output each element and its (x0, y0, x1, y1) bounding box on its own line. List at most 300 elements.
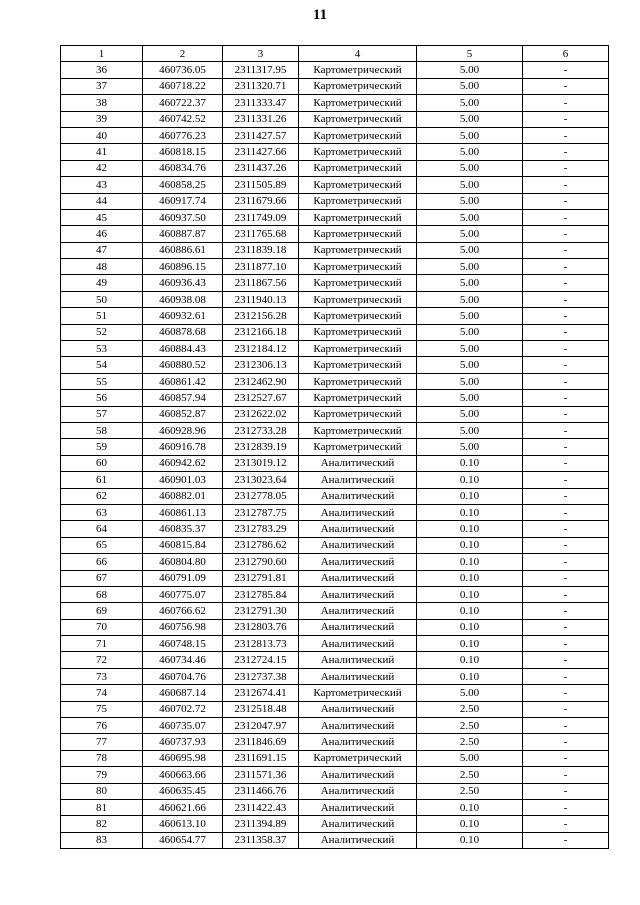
note-cell: - (523, 554, 609, 570)
table-row (61, 209, 609, 225)
note-cell: - (523, 455, 609, 471)
x-coordinate-cell: 460654.77 (143, 832, 223, 848)
accuracy-cell: 0.10 (417, 619, 523, 635)
x-coordinate-cell: 460928.96 (143, 422, 223, 438)
table-row (61, 78, 609, 94)
method-cell: Картометрический (299, 406, 417, 422)
method-cell: Картометрический (299, 62, 417, 78)
accuracy-cell: 5.00 (417, 226, 523, 242)
y-coordinate-cell: 2311679.66 (223, 193, 299, 209)
column-header: 6 (523, 46, 609, 62)
y-coordinate-cell: 2312462.90 (223, 373, 299, 389)
y-coordinate-cell: 2311839.18 (223, 242, 299, 258)
accuracy-cell: 5.00 (417, 144, 523, 160)
page-number: 11 (312, 7, 328, 23)
y-coordinate-cell: 2311437.26 (223, 160, 299, 176)
note-cell: - (523, 521, 609, 537)
point-number-cell: 42 (61, 160, 143, 176)
method-cell: Аналитический (299, 554, 417, 570)
accuracy-cell: 5.00 (417, 62, 523, 78)
y-coordinate-cell: 2311333.47 (223, 95, 299, 111)
accuracy-cell: 0.10 (417, 652, 523, 668)
note-cell: - (523, 193, 609, 209)
point-number-cell: 81 (61, 799, 143, 815)
table-row (61, 652, 609, 668)
y-coordinate-cell: 2312786.62 (223, 537, 299, 553)
point-number-cell: 37 (61, 78, 143, 94)
accuracy-cell: 5.00 (417, 291, 523, 307)
accuracy-cell: 5.00 (417, 406, 523, 422)
table-row (61, 472, 609, 488)
x-coordinate-cell: 460887.87 (143, 226, 223, 242)
method-cell: Картометрический (299, 291, 417, 307)
method-cell: Аналитический (299, 636, 417, 652)
x-coordinate-cell: 460804.80 (143, 554, 223, 570)
point-number-cell: 41 (61, 144, 143, 160)
x-coordinate-cell: 460857.94 (143, 390, 223, 406)
table-row (61, 701, 609, 717)
method-cell: Картометрический (299, 242, 417, 258)
point-number-cell: 75 (61, 701, 143, 717)
column-header: 1 (61, 46, 143, 62)
note-cell: - (523, 472, 609, 488)
x-coordinate-cell: 460734.46 (143, 652, 223, 668)
table-row (61, 488, 609, 504)
x-coordinate-cell: 460736.05 (143, 62, 223, 78)
x-coordinate-cell: 460861.13 (143, 504, 223, 520)
table-row (61, 226, 609, 242)
point-number-cell: 65 (61, 537, 143, 553)
accuracy-cell: 5.00 (417, 390, 523, 406)
accuracy-cell: 5.00 (417, 111, 523, 127)
note-cell: - (523, 570, 609, 586)
y-coordinate-cell: 2312047.97 (223, 718, 299, 734)
method-cell: Аналитический (299, 472, 417, 488)
x-coordinate-cell: 460858.25 (143, 177, 223, 193)
point-number-cell: 58 (61, 422, 143, 438)
table-row (61, 619, 609, 635)
method-cell: Картометрический (299, 144, 417, 160)
y-coordinate-cell: 2311571.36 (223, 767, 299, 783)
x-coordinate-cell: 460702.72 (143, 701, 223, 717)
y-coordinate-cell: 2312724.15 (223, 652, 299, 668)
x-coordinate-cell: 460886.61 (143, 242, 223, 258)
note-cell: - (523, 390, 609, 406)
table-row (61, 95, 609, 111)
note-cell: - (523, 586, 609, 602)
method-cell: Картометрический (299, 95, 417, 111)
accuracy-cell: 5.00 (417, 341, 523, 357)
table-row (61, 324, 609, 340)
method-cell: Картометрический (299, 685, 417, 701)
y-coordinate-cell: 2311466.76 (223, 783, 299, 799)
table-row (61, 275, 609, 291)
point-number-cell: 50 (61, 291, 143, 307)
note-cell: - (523, 537, 609, 553)
table-row (61, 603, 609, 619)
note-cell: - (523, 78, 609, 94)
note-cell: - (523, 160, 609, 176)
point-number-cell: 49 (61, 275, 143, 291)
method-cell: Картометрический (299, 275, 417, 291)
point-number-cell: 55 (61, 373, 143, 389)
x-coordinate-cell: 460687.14 (143, 685, 223, 701)
table-row (61, 718, 609, 734)
accuracy-cell: 5.00 (417, 242, 523, 258)
point-number-cell: 38 (61, 95, 143, 111)
x-coordinate-cell: 460834.76 (143, 160, 223, 176)
note-cell: - (523, 308, 609, 324)
y-coordinate-cell: 2313023.64 (223, 472, 299, 488)
accuracy-cell: 0.10 (417, 586, 523, 602)
table-row (61, 144, 609, 160)
x-coordinate-cell: 460917.74 (143, 193, 223, 209)
accuracy-cell: 5.00 (417, 275, 523, 291)
table-row (61, 111, 609, 127)
note-cell: - (523, 685, 609, 701)
method-cell: Картометрический (299, 341, 417, 357)
accuracy-cell: 5.00 (417, 439, 523, 455)
method-cell: Картометрический (299, 750, 417, 766)
method-cell: Картометрический (299, 209, 417, 225)
method-cell: Аналитический (299, 537, 417, 553)
table-row (61, 734, 609, 750)
method-cell: Картометрический (299, 111, 417, 127)
note-cell: - (523, 734, 609, 750)
y-coordinate-cell: 2312674.41 (223, 685, 299, 701)
table-row (61, 177, 609, 193)
table-row (61, 685, 609, 701)
accuracy-cell: 5.00 (417, 209, 523, 225)
point-number-cell: 60 (61, 455, 143, 471)
x-coordinate-cell: 460695.98 (143, 750, 223, 766)
y-coordinate-cell: 2311691.15 (223, 750, 299, 766)
accuracy-cell: 0.10 (417, 488, 523, 504)
method-cell: Аналитический (299, 603, 417, 619)
table-row (61, 291, 609, 307)
point-number-cell: 56 (61, 390, 143, 406)
table-row (61, 455, 609, 471)
table-row (61, 636, 609, 652)
note-cell: - (523, 488, 609, 504)
y-coordinate-cell: 2311331.26 (223, 111, 299, 127)
accuracy-cell: 2.50 (417, 701, 523, 717)
y-coordinate-cell: 2311427.57 (223, 127, 299, 143)
accuracy-cell: 2.50 (417, 783, 523, 799)
accuracy-cell: 5.00 (417, 373, 523, 389)
note-cell: - (523, 226, 609, 242)
point-number-cell: 40 (61, 127, 143, 143)
accuracy-cell: 0.10 (417, 537, 523, 553)
x-coordinate-cell: 460613.10 (143, 816, 223, 832)
point-number-cell: 68 (61, 586, 143, 602)
method-cell: Картометрический (299, 422, 417, 438)
point-number-cell: 67 (61, 570, 143, 586)
point-number-cell: 53 (61, 341, 143, 357)
y-coordinate-cell: 2312839.19 (223, 439, 299, 455)
point-number-cell: 77 (61, 734, 143, 750)
note-cell: - (523, 324, 609, 340)
y-coordinate-cell: 2312518.48 (223, 701, 299, 717)
note-cell: - (523, 422, 609, 438)
table-row (61, 439, 609, 455)
table-row (61, 537, 609, 553)
point-number-cell: 83 (61, 832, 143, 848)
y-coordinate-cell: 2312803.76 (223, 619, 299, 635)
point-number-cell: 64 (61, 521, 143, 537)
table-row (61, 341, 609, 357)
accuracy-cell: 5.00 (417, 160, 523, 176)
method-cell: Аналитический (299, 832, 417, 848)
point-number-cell: 73 (61, 668, 143, 684)
table-row (61, 390, 609, 406)
x-coordinate-cell: 460756.98 (143, 619, 223, 635)
table-row (61, 504, 609, 520)
accuracy-cell: 5.00 (417, 193, 523, 209)
x-coordinate-cell: 460942.62 (143, 455, 223, 471)
note-cell: - (523, 636, 609, 652)
x-coordinate-cell: 460815.84 (143, 537, 223, 553)
table-header-row (61, 46, 609, 62)
method-cell: Аналитический (299, 668, 417, 684)
table-row (61, 373, 609, 389)
x-coordinate-cell: 460878.68 (143, 324, 223, 340)
method-cell: Аналитический (299, 799, 417, 815)
y-coordinate-cell: 2312184.12 (223, 341, 299, 357)
y-coordinate-cell: 2311317.95 (223, 62, 299, 78)
note-cell: - (523, 816, 609, 832)
accuracy-cell: 5.00 (417, 127, 523, 143)
y-coordinate-cell: 2312622.02 (223, 406, 299, 422)
y-coordinate-cell: 2313019.12 (223, 455, 299, 471)
x-coordinate-cell: 460748.15 (143, 636, 223, 652)
point-number-cell: 72 (61, 652, 143, 668)
x-coordinate-cell: 460932.61 (143, 308, 223, 324)
accuracy-cell: 2.50 (417, 734, 523, 750)
y-coordinate-cell: 2311505.89 (223, 177, 299, 193)
method-cell: Аналитический (299, 816, 417, 832)
table-row (61, 308, 609, 324)
method-cell: Картометрический (299, 160, 417, 176)
note-cell: - (523, 406, 609, 422)
method-cell: Аналитический (299, 767, 417, 783)
method-cell: Картометрический (299, 439, 417, 455)
y-coordinate-cell: 2311877.10 (223, 259, 299, 275)
table-row (61, 422, 609, 438)
method-cell: Картометрический (299, 193, 417, 209)
y-coordinate-cell: 2312791.30 (223, 603, 299, 619)
accuracy-cell: 0.10 (417, 832, 523, 848)
y-coordinate-cell: 2312785.84 (223, 586, 299, 602)
point-number-cell: 52 (61, 324, 143, 340)
point-number-cell: 71 (61, 636, 143, 652)
y-coordinate-cell: 2311422.43 (223, 799, 299, 815)
y-coordinate-cell: 2311427.66 (223, 144, 299, 160)
x-coordinate-cell: 460735.07 (143, 718, 223, 734)
point-number-cell: 74 (61, 685, 143, 701)
method-cell: Картометрический (299, 226, 417, 242)
method-cell: Аналитический (299, 783, 417, 799)
x-coordinate-cell: 460635.45 (143, 783, 223, 799)
x-coordinate-cell: 460818.15 (143, 144, 223, 160)
y-coordinate-cell: 2312737.38 (223, 668, 299, 684)
method-cell: Картометрический (299, 373, 417, 389)
accuracy-cell: 0.10 (417, 636, 523, 652)
y-coordinate-cell: 2312790.60 (223, 554, 299, 570)
table-row (61, 406, 609, 422)
point-number-cell: 82 (61, 816, 143, 832)
y-coordinate-cell: 2311846.69 (223, 734, 299, 750)
accuracy-cell: 0.10 (417, 472, 523, 488)
accuracy-cell: 5.00 (417, 177, 523, 193)
table-row (61, 750, 609, 766)
point-number-cell: 80 (61, 783, 143, 799)
accuracy-cell: 0.10 (417, 504, 523, 520)
point-number-cell: 70 (61, 619, 143, 635)
note-cell: - (523, 652, 609, 668)
point-number-cell: 43 (61, 177, 143, 193)
method-cell: Аналитический (299, 521, 417, 537)
x-coordinate-cell: 460835.37 (143, 521, 223, 537)
method-cell: Картометрический (299, 357, 417, 373)
y-coordinate-cell: 2312306.13 (223, 357, 299, 373)
y-coordinate-cell: 2311940.13 (223, 291, 299, 307)
x-coordinate-cell: 460737.93 (143, 734, 223, 750)
x-coordinate-cell: 460775.07 (143, 586, 223, 602)
column-header: 3 (223, 46, 299, 62)
method-cell: Картометрический (299, 324, 417, 340)
note-cell: - (523, 373, 609, 389)
x-coordinate-cell: 460766.62 (143, 603, 223, 619)
table-row (61, 668, 609, 684)
y-coordinate-cell: 2312787.75 (223, 504, 299, 520)
note-cell: - (523, 259, 609, 275)
note-cell: - (523, 127, 609, 143)
x-coordinate-cell: 460916.78 (143, 439, 223, 455)
y-coordinate-cell: 2312156.28 (223, 308, 299, 324)
y-coordinate-cell: 2311320.71 (223, 78, 299, 94)
x-coordinate-cell: 460882.01 (143, 488, 223, 504)
y-coordinate-cell: 2312813.73 (223, 636, 299, 652)
note-cell: - (523, 144, 609, 160)
point-number-cell: 59 (61, 439, 143, 455)
x-coordinate-cell: 460704.76 (143, 668, 223, 684)
point-number-cell: 36 (61, 62, 143, 78)
point-number-cell: 47 (61, 242, 143, 258)
note-cell: - (523, 95, 609, 111)
table-row (61, 816, 609, 832)
coordinates-table (60, 45, 609, 849)
x-coordinate-cell: 460937.50 (143, 209, 223, 225)
column-header: 2 (143, 46, 223, 62)
accuracy-cell: 0.10 (417, 668, 523, 684)
table-row (61, 357, 609, 373)
point-number-cell: 63 (61, 504, 143, 520)
point-number-cell: 61 (61, 472, 143, 488)
y-coordinate-cell: 2311749.09 (223, 209, 299, 225)
point-number-cell: 44 (61, 193, 143, 209)
table-row (61, 160, 609, 176)
point-number-cell: 46 (61, 226, 143, 242)
note-cell: - (523, 341, 609, 357)
method-cell: Аналитический (299, 504, 417, 520)
method-cell: Аналитический (299, 701, 417, 717)
x-coordinate-cell: 460901.03 (143, 472, 223, 488)
accuracy-cell: 0.10 (417, 603, 523, 619)
method-cell: Аналитический (299, 586, 417, 602)
accuracy-cell: 5.00 (417, 259, 523, 275)
note-cell: - (523, 619, 609, 635)
note-cell: - (523, 111, 609, 127)
table-row (61, 832, 609, 848)
table-row (61, 193, 609, 209)
point-number-cell: 76 (61, 718, 143, 734)
accuracy-cell: 5.00 (417, 95, 523, 111)
point-number-cell: 66 (61, 554, 143, 570)
y-coordinate-cell: 2312791.81 (223, 570, 299, 586)
table-row (61, 127, 609, 143)
method-cell: Картометрический (299, 78, 417, 94)
note-cell: - (523, 783, 609, 799)
accuracy-cell: 5.00 (417, 357, 523, 373)
table-row (61, 783, 609, 799)
x-coordinate-cell: 460663.66 (143, 767, 223, 783)
y-coordinate-cell: 2311867.56 (223, 275, 299, 291)
y-coordinate-cell: 2312527.67 (223, 390, 299, 406)
point-number-cell: 78 (61, 750, 143, 766)
x-coordinate-cell: 460852.87 (143, 406, 223, 422)
y-coordinate-cell: 2312783.29 (223, 521, 299, 537)
method-cell: Картометрический (299, 127, 417, 143)
y-coordinate-cell: 2311358.37 (223, 832, 299, 848)
accuracy-cell: 2.50 (417, 718, 523, 734)
y-coordinate-cell: 2312778.05 (223, 488, 299, 504)
table-body (61, 62, 609, 849)
method-cell: Картометрический (299, 259, 417, 275)
accuracy-cell: 0.10 (417, 816, 523, 832)
x-coordinate-cell: 460880.52 (143, 357, 223, 373)
point-number-cell: 51 (61, 308, 143, 324)
method-cell: Аналитический (299, 718, 417, 734)
table-row (61, 554, 609, 570)
note-cell: - (523, 504, 609, 520)
accuracy-cell: 0.10 (417, 570, 523, 586)
accuracy-cell: 0.10 (417, 554, 523, 570)
x-coordinate-cell: 460884.43 (143, 341, 223, 357)
note-cell: - (523, 275, 609, 291)
method-cell: Аналитический (299, 455, 417, 471)
note-cell: - (523, 439, 609, 455)
table-row (61, 570, 609, 586)
point-number-cell: 45 (61, 209, 143, 225)
method-cell: Аналитический (299, 734, 417, 750)
method-cell: Аналитический (299, 652, 417, 668)
method-cell: Аналитический (299, 488, 417, 504)
y-coordinate-cell: 2312166.18 (223, 324, 299, 340)
point-number-cell: 54 (61, 357, 143, 373)
accuracy-cell: 0.10 (417, 521, 523, 537)
y-coordinate-cell: 2311394.89 (223, 816, 299, 832)
method-cell: Картометрический (299, 308, 417, 324)
point-number-cell: 48 (61, 259, 143, 275)
x-coordinate-cell: 460722.37 (143, 95, 223, 111)
method-cell: Картометрический (299, 177, 417, 193)
x-coordinate-cell: 460621.66 (143, 799, 223, 815)
table-row (61, 767, 609, 783)
point-number-cell: 79 (61, 767, 143, 783)
table-row (61, 521, 609, 537)
x-coordinate-cell: 460938.08 (143, 291, 223, 307)
